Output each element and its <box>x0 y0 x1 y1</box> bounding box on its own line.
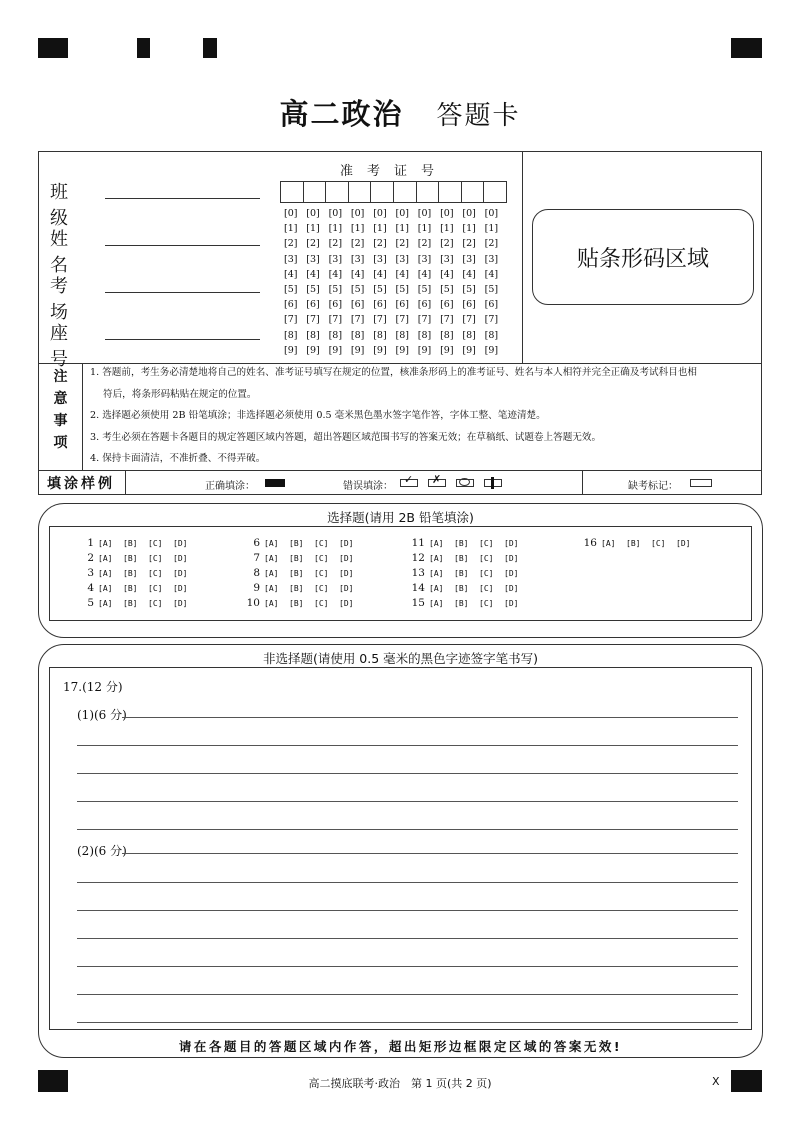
digit-bubble[interactable]: [4] <box>328 268 343 280</box>
digit-bubble[interactable]: [7] <box>484 314 499 326</box>
answer-bubble[interactable]: [A] <box>264 599 279 608</box>
answer-bubble[interactable]: [C] <box>148 584 163 593</box>
digit-bubble[interactable]: [3] <box>484 253 499 265</box>
choice-question <box>246 582 364 594</box>
answer-bubble[interactable]: [D] <box>173 554 188 563</box>
digit-bubble[interactable]: [7] <box>395 314 409 326</box>
note-item: 符后，将条形码粘贴在规定的位置。 <box>103 389 257 400</box>
digit-bubble[interactable]: [4] <box>350 268 365 280</box>
digit-bubble[interactable]: [9] <box>328 344 343 356</box>
choice-question <box>80 537 198 549</box>
answer-bubble[interactable]: [C] <box>479 599 494 608</box>
answer-bubble[interactable]: [A] <box>264 569 279 578</box>
digit-bubble[interactable]: [5] <box>395 283 409 295</box>
digit-bubble[interactable]: [9] <box>440 344 454 356</box>
digit-row <box>284 208 507 223</box>
answer-bubble[interactable]: [A] <box>264 584 279 593</box>
digit-bubble[interactable]: [4] <box>484 268 499 280</box>
answer-bubble[interactable]: [B] <box>454 584 469 593</box>
choice-question <box>411 582 529 594</box>
digit-bubble[interactable]: [2] <box>484 238 499 250</box>
digit-bubble[interactable]: [6] <box>373 299 387 311</box>
digit-bubble[interactable]: [7] <box>462 314 476 326</box>
absent-mark-box[interactable] <box>690 479 712 487</box>
answer-bubble[interactable]: [B] <box>123 599 138 608</box>
question-number: 14 <box>411 582 425 594</box>
answer-bubble[interactable]: [A] <box>98 569 113 578</box>
digit-bubble[interactable]: [5] <box>484 283 499 295</box>
digit-bubble[interactable]: [1] <box>350 223 365 235</box>
digit-bubble[interactable]: [2] <box>350 238 365 250</box>
notes-heading-char: 意 <box>53 391 68 407</box>
answer-bubble[interactable]: [A] <box>98 539 113 548</box>
answer-bubble[interactable]: [C] <box>148 599 163 608</box>
position-mark <box>38 38 68 58</box>
writing-line[interactable] <box>77 910 738 911</box>
answer-bubble[interactable]: [C] <box>314 539 329 548</box>
exam-id-title: 准考证号 <box>339 164 448 179</box>
answer-bubble[interactable]: [B] <box>454 569 469 578</box>
digit-bubble[interactable]: [1] <box>484 223 499 235</box>
digit-bubble[interactable]: [9] <box>306 344 320 356</box>
footer-mark: X <box>712 1075 720 1088</box>
digit-bubble[interactable]: [0] <box>417 208 432 219</box>
answer-bubble[interactable]: [C] <box>651 539 666 548</box>
digit-bubble[interactable]: [5] <box>350 283 365 295</box>
digit-bubble[interactable]: [4] <box>440 268 454 280</box>
digit-bubble[interactable]: [1] <box>395 223 409 235</box>
writing-line[interactable] <box>77 773 738 774</box>
answer-bubble[interactable]: [A] <box>264 539 279 548</box>
digit-bubble[interactable]: [5] <box>417 283 432 295</box>
answer-bubble[interactable]: [D] <box>173 584 188 593</box>
notes-heading-char: 项 <box>53 435 68 451</box>
choice-question <box>411 552 529 564</box>
fill-example-label: 填涂样例 <box>47 476 115 492</box>
digit-bubble[interactable]: [4] <box>462 268 476 280</box>
digit-bubble[interactable]: [3] <box>440 253 454 265</box>
answer-bubble[interactable]: [D] <box>339 599 354 608</box>
choice-question <box>583 537 701 549</box>
question-number: 8 <box>253 567 260 579</box>
question-number: 6 <box>253 537 260 549</box>
digit-bubble[interactable]: [1] <box>440 223 454 235</box>
digit-bubble[interactable]: [8] <box>350 329 365 341</box>
digit-bubble[interactable]: [6] <box>462 299 476 311</box>
correct-fill-label: 正确填涂： <box>205 481 255 492</box>
question-number: 4 <box>87 582 94 594</box>
writing-line[interactable] <box>122 853 738 854</box>
writing-line[interactable] <box>77 882 738 883</box>
digit-bubble[interactable]: [4] <box>284 268 298 280</box>
divider <box>582 470 583 495</box>
digit-bubble[interactable]: [0] <box>440 208 454 219</box>
answer-bubble[interactable]: [D] <box>173 569 188 578</box>
digit-bubble[interactable]: [4] <box>306 268 320 280</box>
answer-bubble[interactable]: [C] <box>479 539 494 548</box>
answer-bubble[interactable]: [C] <box>314 554 329 563</box>
answer-bubble[interactable]: [B] <box>626 539 641 548</box>
answer-bubble[interactable]: [D] <box>504 539 519 548</box>
digit-bubble[interactable]: [7] <box>373 314 387 326</box>
question-17-part2-label: (2)(6 分) <box>77 844 127 858</box>
answer-bubble[interactable]: [A] <box>429 539 444 548</box>
notes-heading-char: 注 <box>53 369 68 385</box>
note-item: 4. 保持卡面清洁，不准折叠、不得弄破。 <box>90 453 266 464</box>
divider <box>82 363 83 470</box>
digit-bubble[interactable]: [9] <box>462 344 476 356</box>
digit-bubble[interactable]: [1] <box>284 223 298 235</box>
digit-bubble[interactable]: [6] <box>484 299 499 311</box>
writing-line[interactable] <box>77 994 738 995</box>
digit-bubble[interactable]: [6] <box>395 299 409 311</box>
digit-bubble[interactable]: [7] <box>417 314 432 326</box>
digit-bubble[interactable]: [1] <box>417 223 432 235</box>
digit-bubble[interactable]: [8] <box>395 329 409 341</box>
digit-row <box>284 345 507 360</box>
question-17-label: 17.(12 分) <box>63 680 123 694</box>
digit-bubble[interactable]: [9] <box>417 344 432 356</box>
digit-bubble[interactable]: [5] <box>462 283 476 295</box>
answer-bubble[interactable]: [C] <box>479 554 494 563</box>
digit-bubble[interactable]: [3] <box>462 253 476 265</box>
answer-bubble[interactable]: [D] <box>173 599 188 608</box>
digit-bubble[interactable]: [0] <box>350 208 365 219</box>
question-number: 3 <box>87 567 94 579</box>
digit-bubble[interactable]: [3] <box>395 253 409 265</box>
non-choice-section-title: 非选择题(请使用 0.5 毫米的黑色字迹签字笔书写) <box>262 651 539 666</box>
digit-row <box>284 284 507 299</box>
question-number: 9 <box>253 582 260 594</box>
answer-bubble[interactable]: [B] <box>289 599 304 608</box>
barcode-label: 贴条形码区域 <box>576 246 709 272</box>
question-number: 5 <box>87 597 94 609</box>
exam-id-input[interactable] <box>280 181 507 203</box>
divider <box>522 151 523 363</box>
title-main: 高二政治 <box>279 97 404 131</box>
answer-bubble[interactable]: [A] <box>429 584 444 593</box>
digit-bubble[interactable]: [0] <box>306 208 320 219</box>
digit-bubble[interactable]: [6] <box>284 299 298 311</box>
choice-question <box>246 537 364 549</box>
answer-bubble[interactable]: [B] <box>289 539 304 548</box>
digit-row <box>284 299 507 314</box>
choice-question <box>246 552 364 564</box>
note-item: 3. 考生必须在答题卡各题目的规定答题区域内答题，超出答题区域范围书写的答案无效；在草稿纸、试题卷上答题无效。 <box>90 432 602 443</box>
answer-bubble[interactable]: [C] <box>314 584 329 593</box>
digit-bubble[interactable]: [5] <box>373 283 387 295</box>
answer-bubble[interactable]: [C] <box>314 569 329 578</box>
digit-bubble[interactable]: [5] <box>284 283 298 295</box>
name-field[interactable] <box>105 244 260 246</box>
answer-bubble[interactable]: [C] <box>314 599 329 608</box>
digit-bubble[interactable]: [4] <box>395 268 409 280</box>
digit-bubble[interactable]: [0] <box>484 208 499 219</box>
answer-bubble[interactable]: [D] <box>339 569 354 578</box>
digit-bubble[interactable]: [4] <box>417 268 432 280</box>
position-mark <box>137 38 150 58</box>
exam-room-field[interactable] <box>105 291 260 293</box>
answer-bubble[interactable]: [B] <box>454 554 469 563</box>
digit-bubble[interactable]: [2] <box>373 238 387 250</box>
digit-bubble[interactable]: [0] <box>462 208 476 219</box>
digit-bubble[interactable]: [5] <box>440 283 454 295</box>
answer-bubble[interactable]: [A] <box>601 539 616 548</box>
digit-bubble[interactable]: [8] <box>440 329 454 341</box>
correct-fill-sample <box>265 479 285 487</box>
circle-mark-icon <box>459 478 470 486</box>
question-number: 12 <box>411 552 425 564</box>
name-label: 姓 名 <box>50 229 114 276</box>
answer-bubble[interactable]: [C] <box>148 554 163 563</box>
question-number: 13 <box>411 567 425 579</box>
choice-question <box>411 537 529 549</box>
choice-question <box>246 567 364 579</box>
digit-row <box>284 330 507 345</box>
writing-line[interactable] <box>77 966 738 967</box>
question-number: 15 <box>411 597 425 609</box>
answer-bubble[interactable]: [B] <box>123 584 138 593</box>
wrong-fill-label: 错误填涂： <box>343 481 393 492</box>
writing-line[interactable] <box>77 829 738 830</box>
question-number: 7 <box>253 552 260 564</box>
digit-bubble[interactable]: [0] <box>373 208 387 219</box>
answer-bubble[interactable]: [D] <box>676 539 691 548</box>
answer-bubble[interactable]: [D] <box>339 554 354 563</box>
digit-bubble[interactable]: [6] <box>417 299 432 311</box>
answer-bubble[interactable]: [C] <box>148 569 163 578</box>
answer-bubble[interactable]: [B] <box>123 554 138 563</box>
digit-row <box>284 269 507 284</box>
answer-bubble[interactable]: [B] <box>289 554 304 563</box>
digit-bubble[interactable]: [5] <box>328 283 343 295</box>
digit-bubble[interactable]: [3] <box>284 253 298 265</box>
digit-bubble[interactable]: [0] <box>328 208 343 219</box>
note-item: 1. 答题前，考生务必清楚地将自己的姓名、准考证号填写在规定的位置，核准条形码上的准考证号、姓名与本人相符并完全正确及考试科目也相 <box>90 367 698 378</box>
answer-bubble[interactable]: [C] <box>148 539 163 548</box>
cross-mark-icon: ✗ <box>432 473 442 486</box>
question-number: 16 <box>583 537 597 549</box>
digit-bubble[interactable]: [5] <box>306 283 320 295</box>
digit-bubble[interactable]: [9] <box>395 344 409 356</box>
answer-bubble[interactable]: [D] <box>504 584 519 593</box>
digit-row <box>284 314 507 329</box>
bar-mark-icon <box>491 477 494 489</box>
digit-row <box>284 254 507 269</box>
notes-heading <box>39 366 82 454</box>
writing-line[interactable] <box>77 801 738 802</box>
digit-bubble[interactable]: [4] <box>373 268 387 280</box>
title-sub: 答题卡 <box>436 101 521 131</box>
page-title <box>0 92 800 133</box>
digit-bubble[interactable]: [7] <box>306 314 320 326</box>
digit-bubble[interactable]: [2] <box>328 238 343 250</box>
digit-bubble[interactable]: [8] <box>417 329 432 341</box>
answer-bubble[interactable]: [C] <box>479 584 494 593</box>
answer-bubble[interactable]: [B] <box>289 569 304 578</box>
digit-bubble[interactable]: [9] <box>484 344 499 356</box>
barcode-area <box>532 209 754 305</box>
digit-bubble[interactable]: [8] <box>462 329 476 341</box>
answer-bubble[interactable]: [B] <box>289 584 304 593</box>
exam-id-bubble-grid[interactable] <box>284 208 507 360</box>
writing-line[interactable] <box>122 717 738 718</box>
digit-bubble[interactable]: [1] <box>462 223 476 235</box>
digit-bubble[interactable]: [3] <box>328 253 343 265</box>
choice-question <box>80 552 198 564</box>
answer-bubble[interactable]: [B] <box>454 539 469 548</box>
footer-text: 高二摸底联考·政治 第 1 页(共 2 页) <box>308 1077 492 1090</box>
digit-bubble[interactable]: [6] <box>306 299 320 311</box>
digit-bubble[interactable]: [3] <box>373 253 387 265</box>
choice-question <box>411 597 529 609</box>
digit-bubble[interactable]: [2] <box>440 238 454 250</box>
answer-bubble[interactable]: [A] <box>429 554 444 563</box>
answer-bubble[interactable]: [A] <box>429 599 444 608</box>
position-mark <box>203 38 217 58</box>
digit-row <box>284 238 507 253</box>
digit-bubble[interactable]: [2] <box>306 238 320 250</box>
class-label: 班 级 <box>50 182 114 229</box>
exam-room-label: 考 场 <box>50 276 114 323</box>
writing-line[interactable] <box>77 938 738 939</box>
answer-bubble[interactable]: [A] <box>429 569 444 578</box>
answer-bubble[interactable]: [A] <box>98 554 113 563</box>
question-number: 11 <box>411 537 425 549</box>
answer-bubble[interactable]: [A] <box>264 554 279 563</box>
answer-bubble[interactable]: [D] <box>504 569 519 578</box>
notes-heading-char: 事 <box>53 413 68 429</box>
answer-bubble[interactable]: [D] <box>173 539 188 548</box>
choice-question <box>80 597 198 609</box>
digit-bubble[interactable]: [8] <box>306 329 320 341</box>
digit-row <box>284 223 507 238</box>
choice-question <box>80 567 198 579</box>
answer-area-17[interactable] <box>49 667 752 1030</box>
answer-bubble[interactable]: [D] <box>504 554 519 563</box>
note-item: 2. 选择题必须使用 2B 铅笔填涂；非选择题必须使用 0.5 毫米黑色墨水签字笔作答，字体工整、笔迹清楚。 <box>90 410 546 421</box>
writing-line[interactable] <box>77 745 738 746</box>
digit-bubble[interactable]: [8] <box>484 329 499 341</box>
question-number: 10 <box>246 597 260 609</box>
digit-bubble[interactable]: [8] <box>373 329 387 341</box>
answer-bubble[interactable]: [A] <box>98 599 113 608</box>
answer-bubble[interactable]: [A] <box>98 584 113 593</box>
answer-bubble[interactable]: [D] <box>339 539 354 548</box>
digit-bubble[interactable]: [2] <box>395 238 409 250</box>
page-footer <box>0 1075 800 1091</box>
digit-bubble[interactable]: [1] <box>306 223 320 235</box>
digit-bubble[interactable]: [9] <box>373 344 387 356</box>
digit-bubble[interactable]: [2] <box>417 238 432 250</box>
digit-bubble[interactable]: [0] <box>395 208 409 219</box>
choice-section-title: 选择题(请用 2B 铅笔填涂) <box>327 510 474 525</box>
divider <box>38 470 762 471</box>
question-17-part1-label: (1)(6 分) <box>77 708 127 722</box>
digit-bubble[interactable]: [3] <box>417 253 432 265</box>
digit-bubble[interactable]: [9] <box>350 344 365 356</box>
digit-bubble[interactable]: [7] <box>328 314 343 326</box>
digit-bubble[interactable]: [2] <box>462 238 476 250</box>
choice-question <box>80 582 198 594</box>
digit-bubble[interactable]: [6] <box>328 299 343 311</box>
digit-bubble[interactable]: [2] <box>284 238 298 250</box>
answer-bubble[interactable]: [C] <box>479 569 494 578</box>
answer-bubble[interactable]: [B] <box>454 599 469 608</box>
answer-bubble[interactable]: [D] <box>339 584 354 593</box>
digit-bubble[interactable]: [8] <box>328 329 343 341</box>
digit-bubble[interactable]: [3] <box>306 253 320 265</box>
digit-bubble[interactable]: [7] <box>350 314 365 326</box>
question-number: 2 <box>87 552 94 564</box>
choice-question <box>246 597 364 609</box>
digit-bubble[interactable]: [3] <box>350 253 365 265</box>
digit-bubble[interactable]: [8] <box>284 329 298 341</box>
writing-line[interactable] <box>77 1022 738 1023</box>
digit-bubble[interactable]: [7] <box>284 314 298 326</box>
seat-field[interactable] <box>105 338 260 340</box>
digit-bubble[interactable]: [6] <box>440 299 454 311</box>
divider <box>125 470 126 495</box>
absent-mark-label: 缺考标记： <box>628 481 678 492</box>
check-mark-icon: ✓ <box>404 473 414 486</box>
digit-bubble[interactable]: [7] <box>440 314 454 326</box>
seat-label: 座 号 <box>50 323 114 370</box>
class-field[interactable] <box>105 197 260 199</box>
digit-bubble[interactable]: [6] <box>350 299 365 311</box>
answer-bubble[interactable]: [D] <box>504 599 519 608</box>
answer-area-warning: 请在各题目的答题区域内作答，超出矩形边框限定区域的答案无效! <box>178 1039 623 1054</box>
digit-bubble[interactable]: [1] <box>328 223 343 235</box>
answer-bubble[interactable]: [B] <box>123 539 138 548</box>
position-mark <box>731 38 762 58</box>
digit-bubble[interactable]: [1] <box>373 223 387 235</box>
divider <box>38 363 762 364</box>
digit-bubble[interactable]: [9] <box>284 344 298 356</box>
digit-bubble[interactable]: [0] <box>284 208 298 219</box>
answer-bubble[interactable]: [B] <box>123 569 138 578</box>
choice-question <box>411 567 529 579</box>
question-number: 1 <box>87 537 94 549</box>
